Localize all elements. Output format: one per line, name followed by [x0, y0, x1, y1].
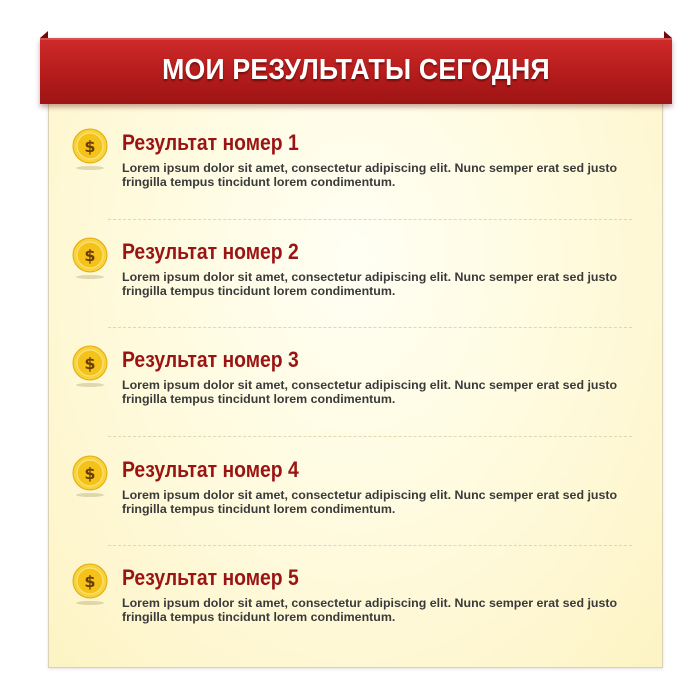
result-item [70, 237, 640, 317]
result-title: Результат номер 5 [122, 565, 299, 590]
coin-shadow [76, 383, 104, 387]
divider [108, 436, 632, 437]
coin-shadow [76, 275, 104, 279]
dollar-coin-icon [72, 563, 108, 599]
result-title: Результат номер 1 [122, 130, 299, 155]
result-title: Результат номер 3 [122, 347, 299, 372]
dollar-coin-icon [72, 455, 108, 491]
dollar-coin-icon [72, 237, 108, 273]
page-title: МОИ РЕЗУЛЬТАТЫ СЕГОДНЯ [162, 54, 550, 86]
divider [108, 219, 632, 220]
coin-symbol: $ [84, 572, 96, 591]
coin-symbol: $ [84, 246, 96, 265]
result-item [70, 345, 640, 425]
dollar-coin-icon [72, 128, 108, 164]
coin-symbol: $ [84, 137, 96, 156]
divider [108, 545, 632, 546]
result-description: Lorem ipsum dolor sit amet, consectetur adipiscing elit. Nunc semper erat sed justo fringilla tempus tincidunt lorem condimentum. [122, 161, 618, 189]
result-title: Результат номер 2 [122, 239, 299, 264]
result-description: Lorem ipsum dolor sit amet, consectetur adipiscing elit. Nunc semper erat sed justo fringilla tempus tincidunt lorem condimentum. [122, 378, 618, 406]
coin-shadow [76, 601, 104, 605]
result-item [70, 563, 640, 643]
result-title: Результат номер 4 [122, 457, 299, 482]
coin-shadow [76, 493, 104, 497]
result-description: Lorem ipsum dolor sit amet, consectetur adipiscing elit. Nunc semper erat sed justo fringilla tempus tincidunt lorem condimentum. [122, 270, 618, 298]
result-description: Lorem ipsum dolor sit amet, consectetur adipiscing elit. Nunc semper erat sed justo fringilla tempus tincidunt lorem condimentum. [122, 488, 618, 516]
result-item [70, 455, 640, 535]
coin-symbol: $ [84, 464, 96, 483]
divider [108, 327, 632, 328]
coin-shadow [76, 166, 104, 170]
coin-symbol: $ [84, 354, 96, 373]
dollar-coin-icon [72, 345, 108, 381]
header-ribbon [40, 38, 672, 104]
ribbon-highlight [40, 38, 672, 40]
result-item [70, 128, 640, 208]
result-description: Lorem ipsum dolor sit amet, consectetur adipiscing elit. Nunc semper erat sed justo fringilla tempus tincidunt lorem condimentum. [122, 596, 618, 624]
